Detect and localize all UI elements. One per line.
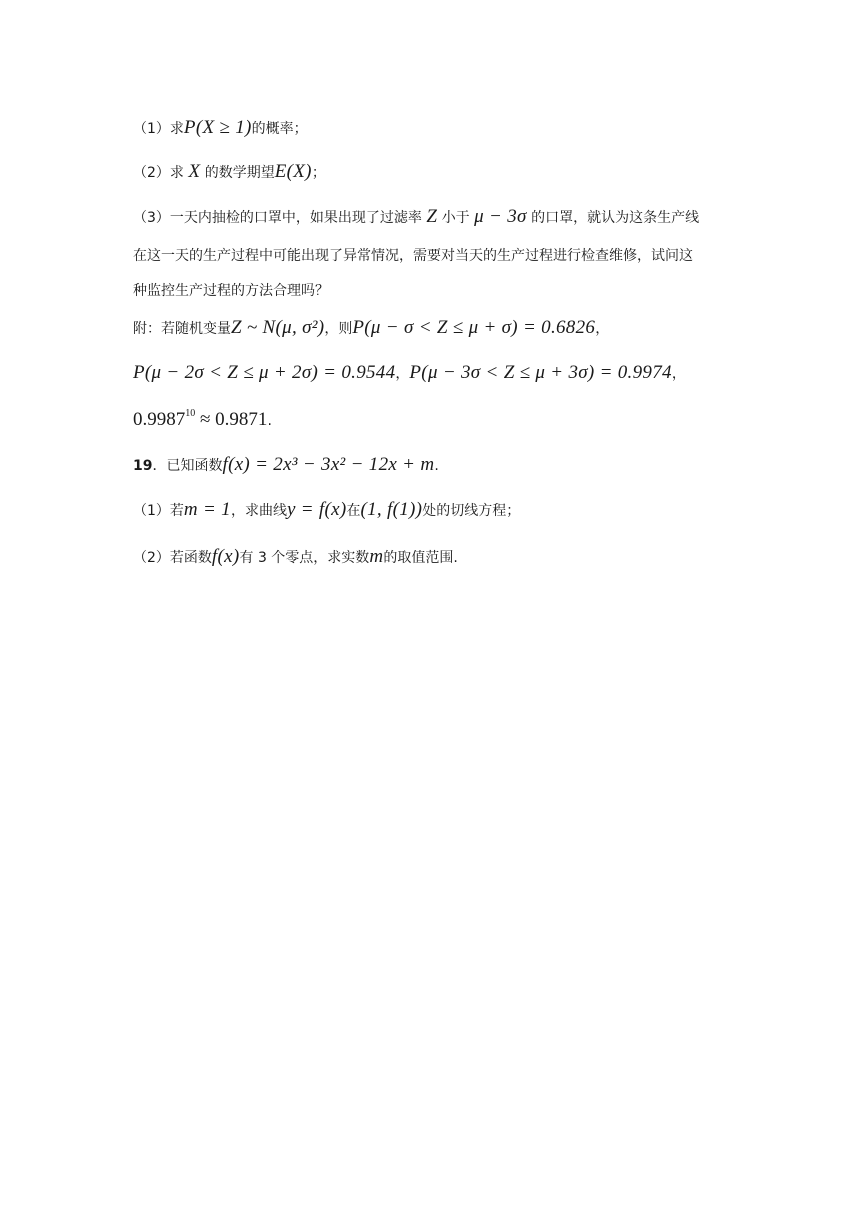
- appendix-line1: [133, 318, 609, 339]
- q19-part2: [133, 547, 458, 568]
- appendix-p2: P(μ − 2σ < Z ≤ μ + 2σ) = 0.9544: [133, 362, 396, 383]
- q19-stem: [133, 455, 439, 476]
- q19-part1-at: 在: [346, 503, 361, 519]
- q19-stem-expr: f(x) = 2x³ − 3x² − 12x + m: [222, 454, 435, 475]
- q18-part3-line1-b: 小于: [441, 210, 470, 226]
- q18-part3-expr: μ − 3σ: [474, 206, 527, 227]
- q18-part2-mid: 的数学期望: [204, 165, 275, 181]
- q19-part2-label: （2）若函数: [133, 550, 212, 566]
- q18-part1: [133, 118, 308, 139]
- appendix-approx-end: .: [267, 413, 272, 429]
- q19-part1-point: (1, f(1)): [360, 499, 423, 520]
- q18-part3-line3: 种监控生产过程的方法合理吗？: [133, 283, 329, 299]
- q19-part2-mid: 有 3 个零点，求实数: [239, 550, 370, 566]
- q18-part3-line1-a: （3）一天内抽检的口罩中，如果出现了过滤率: [133, 210, 422, 226]
- appendix-p3: P(μ − 3σ < Z ≤ μ + 3σ) = 0.9974: [409, 362, 672, 383]
- appendix-approx-exp: 10: [185, 408, 196, 419]
- q19-part2-func: f(x): [211, 546, 240, 567]
- q18-part2-label: （2）求: [133, 165, 184, 181]
- q18-part1-label: （1）求: [133, 121, 184, 137]
- q18-part2-expr: E(X): [274, 161, 312, 182]
- appendix-prefix: 附：若随机变量: [133, 321, 231, 337]
- q19-part2-tail: 的取值范围.: [383, 550, 458, 566]
- q18-part2-var: X: [188, 161, 201, 182]
- appendix-p3-end: ，: [671, 366, 686, 382]
- q18-part2: [133, 162, 326, 183]
- q18-part3-line2: 在这一天的生产过程中可能出现了异常情况，需要对当天的生产过程进行检查维修，试问这: [133, 248, 693, 264]
- appendix-p1-end: ，: [595, 321, 610, 337]
- q19-part1-mid: ，求曲线: [230, 503, 287, 519]
- appendix-line3: [133, 410, 272, 431]
- q19-number: 19: [133, 458, 153, 474]
- appendix-approx-base: 0.9987: [133, 409, 186, 430]
- q19-part1-cond: m = 1: [183, 499, 231, 520]
- appendix-dist: Z ~ N(μ, σ²): [231, 317, 325, 338]
- q18-part3-line1: [133, 207, 699, 228]
- q19-part1-tail: 处的切线方程；: [422, 503, 521, 519]
- appendix-p1: P(μ − σ < Z ≤ μ + σ) = 0.6826: [352, 317, 596, 338]
- appendix-line2: [133, 363, 686, 384]
- q19-part1-curve: y = f(x): [286, 499, 347, 520]
- q19-stem-prefix: ．已知函数: [152, 458, 223, 474]
- q19-part1: [133, 500, 520, 521]
- appendix-approx-rest: ≈ 0.9871: [195, 409, 268, 430]
- appendix-sep: ，: [395, 366, 410, 382]
- q18-part3-var: Z: [426, 206, 438, 227]
- q19-stem-end: .: [434, 458, 439, 474]
- appendix-then: ，则: [324, 321, 353, 337]
- q19-part1-label: （1）若: [133, 503, 184, 519]
- q18-part1-expr: P(X ≥ 1): [183, 117, 252, 138]
- q19-part2-var: m: [369, 546, 384, 567]
- q18-part2-tail: ；: [311, 165, 326, 181]
- q18-part1-tail: 的概率；: [251, 121, 308, 137]
- q18-part3-line1-c: 的口罩，就认为这条生产线: [531, 210, 700, 226]
